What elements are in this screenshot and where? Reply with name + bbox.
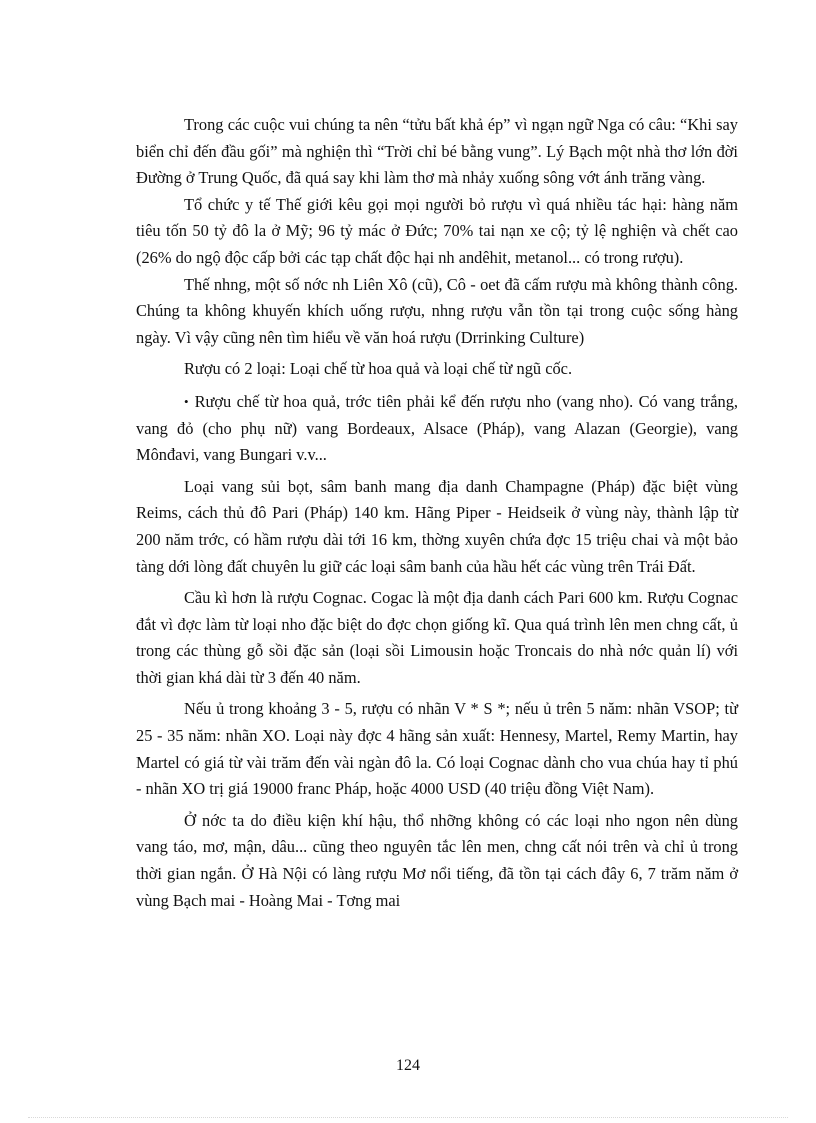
page-body	[136, 112, 738, 914]
bullet-text: Rượu chế từ hoa quả, trớc tiên phải kể đến rượu nho (vang nho). Có vang trắng, vang đỏ (cho phụ nữ) vang Bordeaux, Alsace (Pháp), vang Alazan (Georgie), vang Mônđavi, vang Bungari v.v...	[136, 391, 738, 465]
paragraph-1: Trong các cuộc vui chúng ta nên “tửu bất khả ép” vì ngạn ngữ Nga có câu: “Khi say biển chỉ đến đầu gối” mà nghiện thì “Trời chỉ bé bằng vung”. Lý Bạch một nhà thơ lớn đời Đường ở Trung Quốc, đã quá say khi làm thơ mà nhảy xuống sông vớt ánh trăng vàng.	[136, 115, 738, 188]
bullet-paragraph	[136, 389, 738, 469]
paragraph-3: Thế nhng, một số nớc nh Liên Xô (cũ), Cô - oet đã cấm rượu mà không thành công. Chúng ta không khuyến khích uống rượu, nhng rượu vẫn tồn tại trong cuộc sống hàng ngày. Vì vậy cũng nên tìm hiểu về văn hoá rượu (Drrinking Culture)	[136, 274, 738, 347]
page-number: 124	[396, 1057, 420, 1074]
bullet-icon: •	[184, 393, 189, 409]
paragraph-7: Cầu kì hơn là rượu Cognac. Cogac là một địa danh cách Pari 600 km. Rượu Cognac đắt vì đợc làm từ loại nho đặc biệt do đợc chọn giống kĩ. Qua quá trình lên men chng cất, ủ trong các thùng gỗ sồi đặc sản (loại sồi Limousin hoặc Troncais do nhà nớc quản lí) với thời gian khá dài từ 3 đến 40 năm.	[136, 588, 738, 687]
footer-divider	[28, 1117, 788, 1118]
paragraph-8: Nếu ủ trong khoảng 3 - 5, rượu có nhãn V * S *; nếu ủ trên 5 năm: nhãn VSOP; từ 25 - 35 năm: nhãn XO. Loại này đợc 4 hãng sản xuất: Hennesy, Martel, Remy Martin, hay Martel có giá từ vài trăm đến vài ngàn đô la. Có loại Cognac dành cho vua chúa hay tỉ phú - nhãn XO trị giá 19000 franc Pháp, hoặc 4000 USD (40 triệu đồng Việt Nam).	[136, 699, 738, 799]
paragraph-6: Loại vang sủi bọt, sâm banh mang địa danh Champagne (Pháp) đặc biệt vùng Reims, cách thủ đô Pari (Pháp) 140 km. Hãng Piper - Heidseik ở vùng này, thành lập từ 200 năm trớc, có hầm rượu dài tới 16 km, thờng xuyên chứa đợc 15 triệu chai và một bảo tàng dới lòng đất chuyên lu giữ các loại sâm banh của hầu hết các vùng trên Trái Đất.	[136, 476, 738, 576]
paragraph-2: Tổ chức y tế Thế giới kêu gọi mọi người bỏ rượu vì quá nhiều tác hại: hàng năm tiêu tốn 50 tỷ đô la ở Mỹ; 96 tỷ mác ở Đức; 70% tai nạn xe cộ; tỷ lệ nghiện và chết cao (26% do ngộ độc cấp bởi các tạp chất độc hại nh andêhit, metanol... có trong rượu).	[136, 194, 738, 267]
paragraph-4: Rượu có 2 loại: Loại chế từ hoa quả và loại chế từ ngũ cốc.	[184, 359, 573, 379]
paragraph-9: Ở nớc ta do điều kiện khí hậu, thổ nhỡng không có các loại nho ngon nên dùng vang táo, mơ, mận, dâu... cũng theo nguyên tắc lên men, chng cất nói trên và chỉ ủ trong thời gian ngắn. Ở Hà Nội có làng rượu Mơ nổi tiếng, đã tồn tại cách đây 6, 7 trăm năm ở vùng Bạch mai - Hoàng Mai - Tơng mai	[136, 810, 738, 910]
